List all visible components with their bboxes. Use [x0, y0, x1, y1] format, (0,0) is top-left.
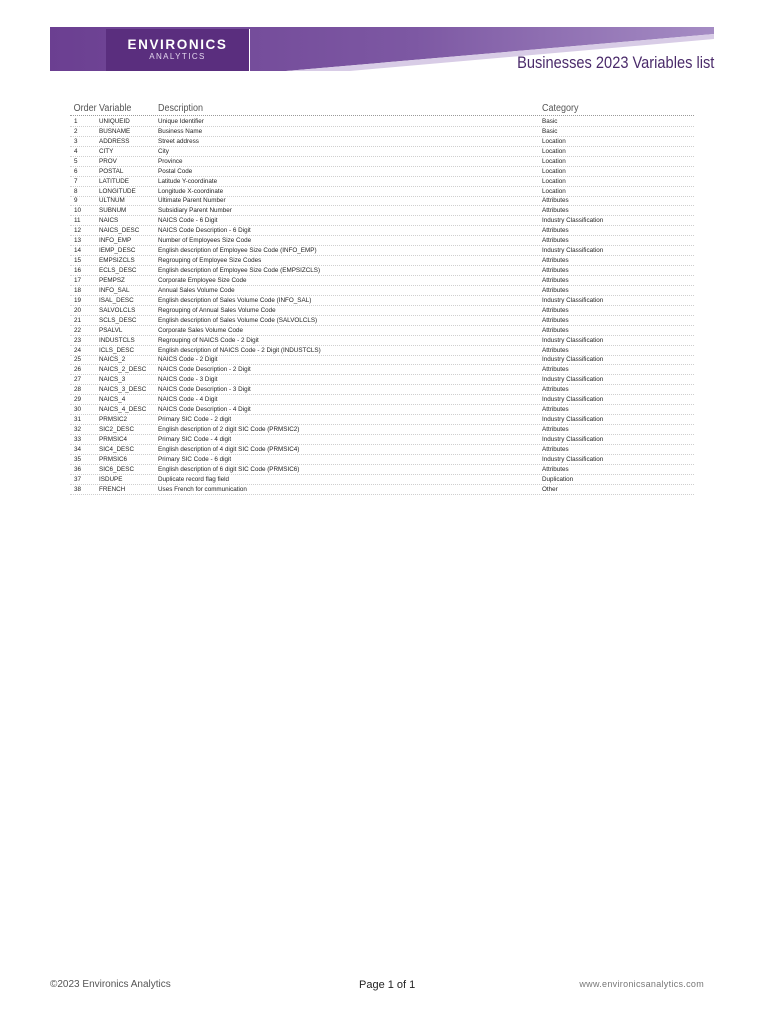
cell-order: 37 [74, 475, 82, 483]
cell-order: 31 [74, 416, 82, 424]
table-row [70, 276, 694, 286]
cell-variable: ADDRESS [99, 137, 130, 145]
cell-order: 33 [74, 435, 82, 443]
cell-description: Corporate Employee Size Code [158, 276, 247, 284]
cell-order: 17 [74, 276, 82, 284]
table-row [70, 137, 694, 147]
cell-category: Attributes [542, 207, 569, 215]
cell-variable: PSALVL [99, 326, 123, 334]
cell-category: Industry Classification [542, 435, 604, 443]
table-row [70, 256, 694, 266]
cell-description: English description of 2 digit SIC Code (PRMSIC2) [158, 426, 300, 434]
cell-category: Location [542, 187, 566, 195]
cell-category: Industry Classification [542, 455, 604, 463]
cell-description: Primary SIC Code - 6 digit [158, 455, 232, 463]
cell-category: Industry Classification [542, 356, 604, 364]
cell-variable: LONGITUDE [99, 187, 136, 195]
cell-variable: EMPSIZCLS [99, 257, 135, 265]
cell-category: Basic [542, 117, 558, 125]
cell-variable: NAICS_2_DESC [99, 366, 147, 374]
cell-order: 24 [74, 346, 82, 354]
table-row [70, 435, 694, 445]
cell-order: 26 [74, 366, 82, 374]
table-row [70, 326, 694, 336]
cell-category: Attributes [542, 257, 569, 265]
cell-description: English description of Sales Volume Code (SALVOLCLS) [158, 316, 318, 324]
cell-order: 14 [74, 247, 82, 255]
table-row [70, 226, 694, 236]
cell-variable: SALVOLCLS [99, 306, 136, 314]
cell-description: NAICS Code Description - 2 Digit [158, 366, 251, 374]
environics-logo [106, 29, 250, 71]
cell-order: 10 [74, 207, 82, 215]
variables-table [70, 100, 694, 495]
cell-description: NAICS Code - 2 Digit [158, 356, 218, 364]
cell-category: Industry Classification [542, 336, 604, 344]
cell-category: Attributes [542, 197, 569, 205]
cell-order: 32 [74, 426, 82, 434]
cell-description: Duplicate record flag field [158, 475, 230, 483]
cell-category: Location [542, 167, 566, 175]
cell-order: 1 [74, 117, 78, 125]
cell-variable: INFO_EMP [99, 237, 132, 245]
cell-description: English description of Employee Size Code (EMPSIZCLS) [158, 267, 321, 275]
table-row [70, 395, 694, 405]
cell-order: 35 [74, 455, 82, 463]
cell-variable: LATITUDE [99, 177, 129, 185]
cell-order: 9 [74, 197, 78, 205]
table-row [70, 425, 694, 435]
table-row [70, 346, 694, 356]
cell-description: English description of Employee Size Code (INFO_EMP) [158, 247, 317, 255]
cell-category: Attributes [542, 386, 569, 394]
cell-variable: CITY [99, 147, 114, 155]
cell-category: Location [542, 147, 566, 155]
cell-variable: PRMSIC2 [99, 416, 127, 424]
cell-variable: ISDUPE [99, 475, 123, 483]
cell-order: 18 [74, 286, 82, 294]
cell-description: English description of 6 digit SIC Code (PRMSIC6) [158, 465, 300, 473]
cell-variable: PROV [99, 157, 117, 165]
cell-variable: SIC2_DESC [99, 426, 134, 434]
cell-category: Attributes [542, 316, 569, 324]
cell-description: NAICS Code - 6 Digit [158, 217, 218, 225]
cell-description: Ultimate Parent Number [158, 197, 226, 205]
table-row [70, 296, 694, 306]
table-row [70, 475, 694, 485]
cell-description: Province [158, 157, 183, 165]
cell-order: 27 [74, 376, 82, 384]
cell-order: 19 [74, 296, 82, 304]
cell-description: Uses French for communication [158, 485, 247, 493]
cell-variable: PRMSIC6 [99, 455, 127, 463]
header-variable: Variable [99, 103, 132, 114]
cell-category: Attributes [542, 267, 569, 275]
cell-variable: ISAL_DESC [99, 296, 134, 304]
cell-category: Basic [542, 127, 558, 135]
header-category: Category [542, 103, 579, 114]
cell-variable: UNIQUEID [99, 117, 130, 125]
table-row [70, 157, 694, 167]
cell-order: 13 [74, 237, 82, 245]
cell-description: Latitude Y-coordinate [158, 177, 218, 185]
cell-order: 38 [74, 485, 82, 493]
cell-variable: NAICS_3 [99, 376, 126, 384]
cell-description: Number of Employees Size Code [158, 237, 252, 245]
cell-category: Location [542, 177, 566, 185]
cell-category: Attributes [542, 406, 569, 414]
cell-variable: ICLS_DESC [99, 346, 134, 354]
cell-order: 21 [74, 316, 82, 324]
cell-description: Unique Identifier [158, 117, 204, 125]
table-row [70, 455, 694, 465]
cell-variable: POSTAL [99, 167, 124, 175]
cell-category: Attributes [542, 286, 569, 294]
cell-variable: NAICS [99, 217, 119, 225]
cell-description: Regrouping of NAICS Code - 2 Digit [158, 336, 259, 344]
footer-copyright: ©2023 Environics Analytics [50, 979, 171, 990]
cell-variable: NAICS_4_DESC [99, 406, 147, 414]
cell-description: Annual Sales Volume Code [158, 286, 235, 294]
cell-order: 4 [74, 147, 78, 155]
table-row [70, 306, 694, 316]
cell-category: Attributes [542, 426, 569, 434]
cell-variable: SIC6_DESC [99, 465, 134, 473]
table-row [70, 206, 694, 216]
cell-category: Attributes [542, 346, 569, 354]
cell-description: Corporate Sales Volume Code [158, 326, 244, 334]
cell-order: 6 [74, 167, 78, 175]
table-row [70, 177, 694, 187]
cell-description: Longitude X-coordinate [158, 187, 224, 195]
cell-order: 30 [74, 406, 82, 414]
header-order: Order [73, 103, 97, 114]
table-row [70, 266, 694, 276]
cell-order: 16 [74, 267, 82, 275]
cell-category: Other [542, 485, 558, 493]
cell-description: NAICS Code Description - 3 Digit [158, 386, 251, 394]
cell-category: Attributes [542, 306, 569, 314]
table-row [70, 375, 694, 385]
logo-wordmark: ENVIRONICS [127, 37, 228, 52]
cell-description: City [158, 147, 169, 155]
cell-variable: NAICS_3_DESC [99, 386, 147, 394]
cell-description: English description of Sales Volume Code (INFO_SAL) [158, 296, 312, 304]
cell-description: Regrouping of Annual Sales Volume Code [158, 306, 276, 314]
cell-category: Location [542, 157, 566, 165]
cell-description: Business Name [158, 127, 203, 135]
header-description: Description [158, 103, 204, 114]
cell-description: Postal Code [158, 167, 193, 175]
cell-order: 28 [74, 386, 82, 394]
cell-category: Industry Classification [542, 416, 604, 424]
cell-category: Duplication [542, 475, 574, 483]
cell-description: NAICS Code - 4 Digit [158, 396, 218, 404]
cell-category: Attributes [542, 276, 569, 284]
cell-description: Street address [158, 137, 199, 145]
table-row [70, 405, 694, 415]
cell-category: Attributes [542, 326, 569, 334]
cell-variable: PEMPSZ [99, 276, 125, 284]
table-body [70, 117, 694, 495]
table-row [70, 415, 694, 425]
cell-category: Attributes [542, 366, 569, 374]
cell-variable: ECLS_DESC [99, 267, 137, 275]
table-row [70, 246, 694, 256]
table-row [70, 385, 694, 395]
cell-variable: SUBNUM [99, 207, 127, 215]
table-row [70, 216, 694, 226]
footer-website: www.environicsanalytics.com [579, 979, 704, 989]
table-row [70, 445, 694, 455]
cell-variable: FRENCH [99, 485, 126, 493]
cell-variable: NAICS_2 [99, 356, 126, 364]
cell-order: 12 [74, 227, 82, 235]
cell-variable: INFO_SAL [99, 286, 130, 294]
cell-category: Location [542, 137, 566, 145]
cell-order: 34 [74, 445, 82, 453]
logo-subtitle: ANALYTICS [149, 52, 206, 61]
table-row [70, 236, 694, 246]
cell-variable: SCLS_DESC [99, 316, 137, 324]
cell-order: 25 [74, 356, 82, 364]
cell-description: English description of 4 digit SIC Code (PRMSIC4) [158, 445, 300, 453]
cell-category: Attributes [542, 445, 569, 453]
cell-variable: BUSNAME [99, 127, 131, 135]
cell-category: Industry Classification [542, 247, 604, 255]
cell-order: 36 [74, 465, 82, 473]
table-row [70, 356, 694, 366]
page-title: Businesses 2023 Variables list [516, 53, 714, 72]
table-row [70, 465, 694, 475]
cell-description: Primary SIC Code - 2 digit [158, 416, 232, 424]
cell-category: Attributes [542, 465, 569, 473]
cell-description: NAICS Code - 3 Digit [158, 376, 218, 384]
cell-category: Attributes [542, 227, 569, 235]
cell-variable: SIC4_DESC [99, 445, 134, 453]
cell-order: 22 [74, 326, 82, 334]
cell-variable: IEMP_DESC [99, 247, 136, 255]
table-row [70, 336, 694, 346]
table-row [70, 485, 694, 495]
cell-order: 2 [74, 127, 78, 135]
table-row [70, 316, 694, 326]
cell-category: Industry Classification [542, 217, 604, 225]
cell-order: 7 [74, 177, 78, 185]
table-header [70, 100, 694, 116]
cell-order: 11 [74, 217, 81, 225]
cell-order: 23 [74, 336, 82, 344]
cell-order: 29 [74, 396, 82, 404]
cell-description: Subsidiary Parent Number [158, 207, 232, 215]
cell-order: 8 [74, 187, 78, 195]
cell-variable: ULTNUM [99, 197, 125, 205]
table-row [70, 365, 694, 375]
table-row [70, 286, 694, 296]
cell-category: Attributes [542, 237, 569, 245]
cell-description: Regrouping of Employee Size Codes [158, 257, 262, 265]
table-row [70, 197, 694, 207]
table-row [70, 147, 694, 157]
cell-variable: NAICS_DESC [99, 227, 140, 235]
cell-order: 15 [74, 257, 82, 265]
cell-description: NAICS Code Description - 6 Digit [158, 227, 251, 235]
cell-variable: PRMSIC4 [99, 435, 127, 443]
cell-order: 5 [74, 157, 78, 165]
cell-category: Industry Classification [542, 396, 604, 404]
cell-order: 20 [74, 306, 82, 314]
cell-description: English description of NAICS Code - 2 Digit (INDUSTCLS) [158, 346, 321, 354]
cell-description: Primary SIC Code - 4 digit [158, 435, 232, 443]
cell-category: Industry Classification [542, 296, 604, 304]
table-row [70, 167, 694, 177]
cell-variable: NAICS_4 [99, 396, 126, 404]
cell-category: Industry Classification [542, 376, 604, 384]
table-row [70, 127, 694, 137]
cell-description: NAICS Code Description - 4 Digit [158, 406, 251, 414]
table-row [70, 187, 694, 197]
cell-order: 3 [74, 137, 78, 145]
cell-variable: INDUSTCLS [99, 336, 135, 344]
table-row [70, 117, 694, 127]
footer-page-number: Page 1 of 1 [359, 979, 416, 991]
